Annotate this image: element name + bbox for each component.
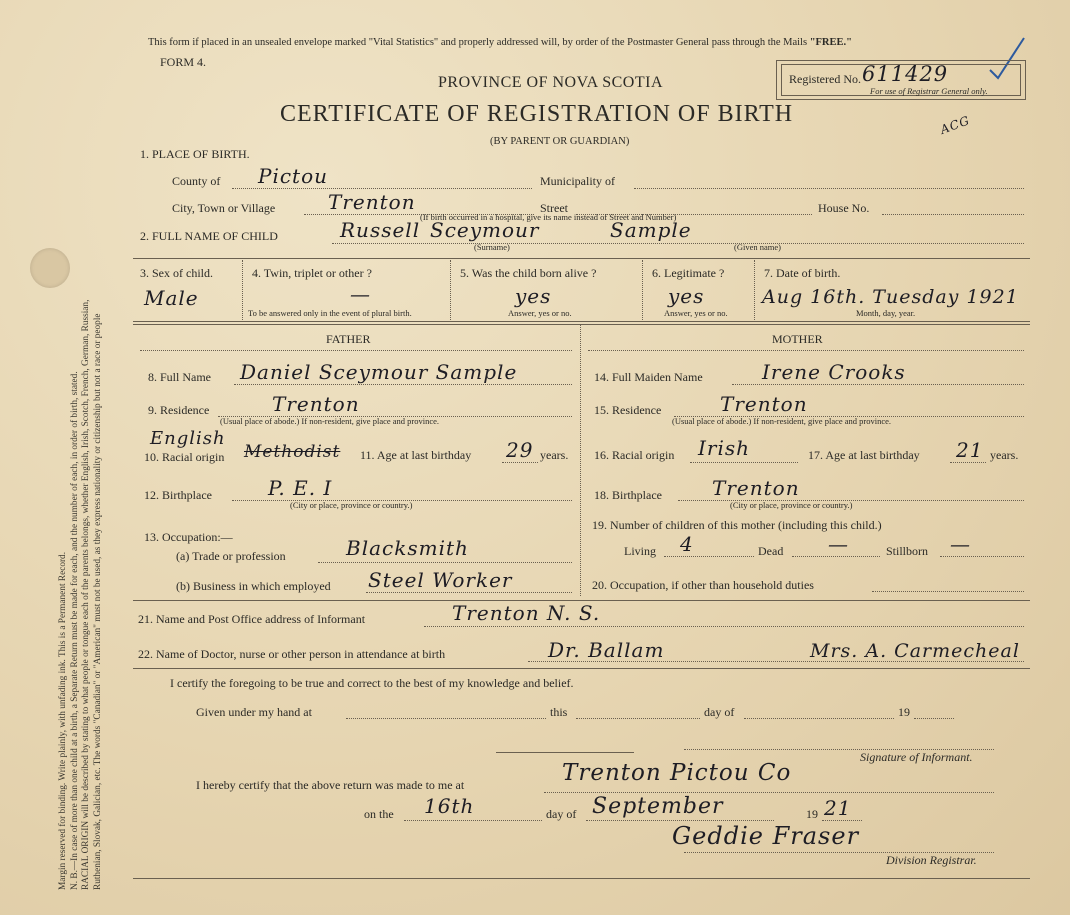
postal-note bbox=[148, 37, 852, 48]
form-bottom-rule bbox=[133, 878, 1030, 879]
father-racial-label: 10. Racial origin bbox=[144, 450, 225, 464]
province-heading: PROVINCE OF NOVA SCOTIA bbox=[438, 74, 664, 91]
mother-heading-rule bbox=[588, 350, 1024, 351]
father-racial-value: Methodist bbox=[244, 442, 341, 462]
parents-top-rule bbox=[133, 324, 1030, 325]
child-name-line bbox=[332, 243, 1024, 244]
certify-statement: I certify the foregoing to be true and correct to the best of my knowledge and belief. bbox=[170, 676, 574, 690]
father-trade-line bbox=[318, 562, 572, 563]
father-heading-rule bbox=[140, 350, 572, 351]
sex-label: 3. Sex of child. bbox=[140, 266, 213, 280]
mother-residence-label: 15. Residence bbox=[594, 403, 662, 417]
municipality-line bbox=[634, 188, 1024, 189]
mother-residence-value: Trenton bbox=[720, 392, 808, 416]
dead-label: Dead bbox=[758, 544, 784, 558]
postal-note-text: This form if placed in an unsealed envelope marked "Vital Statistics" and properly addressed will, by order of the Postmaster General pass through the Mails bbox=[148, 37, 808, 48]
mother-occupation-label: 20. Occupation, if other than household duties bbox=[592, 578, 814, 592]
mother-birthplace-value: Trenton bbox=[712, 476, 800, 500]
registered-label: Registered No. bbox=[789, 72, 861, 86]
child-surname: Sample bbox=[610, 218, 692, 242]
date-label: 7. Date of birth. bbox=[764, 266, 841, 280]
father-occupation-label: 13. Occupation:— bbox=[144, 530, 233, 544]
father-residence-value: Trenton bbox=[272, 392, 360, 416]
legitimate-note: Answer, yes or no. bbox=[664, 308, 728, 318]
father-trade-label: (a) Trade or profession bbox=[176, 549, 286, 563]
registrar-signature-label: Division Registrar. bbox=[886, 853, 977, 867]
nurse-value: Mrs. A. Carmecheal bbox=[810, 640, 1020, 662]
child-middle-name: Sceymour bbox=[430, 218, 540, 242]
county-value: Pictou bbox=[258, 164, 329, 188]
divider bbox=[450, 260, 451, 320]
legitimate-label: 6. Legitimate ? bbox=[652, 266, 725, 280]
municipality-label: Municipality of bbox=[540, 174, 615, 188]
child-name-label: 2. FULL NAME OF CHILD bbox=[140, 229, 278, 243]
margin-note-line: RACIAL ORIGIN will be described by stating to what people or tongue each of the parents belongs, whether English, Irish, Scotch, French, German, Russian, bbox=[81, 299, 91, 890]
living-line bbox=[664, 556, 754, 557]
given-name-note: (Given name) bbox=[734, 242, 781, 252]
place-of-birth-label: 1. PLACE OF BIRTH. bbox=[140, 147, 250, 161]
surname-note: (Surname) bbox=[474, 242, 510, 252]
certify-top-rule bbox=[133, 668, 1030, 669]
street-label: Street bbox=[540, 201, 568, 215]
city-label: City, Town or Village bbox=[172, 201, 276, 215]
county-label: County of bbox=[172, 174, 221, 188]
this-line bbox=[576, 718, 700, 719]
father-name-value: Daniel Sceymour Sample bbox=[240, 360, 518, 384]
children-label: 19. Number of children of this mother (including this child.) bbox=[592, 518, 882, 532]
registrar-place-line bbox=[544, 792, 994, 793]
mother-occupation-line bbox=[872, 591, 1024, 592]
father-birthplace-note: (City or place, province or country.) bbox=[290, 500, 413, 510]
postal-free: "FREE." bbox=[809, 37, 852, 48]
stillborn-line bbox=[940, 556, 1024, 557]
father-name-line bbox=[234, 384, 572, 385]
corner-mark: ACG bbox=[938, 113, 972, 137]
doctor-label: 22. Name of Doctor, nurse or other person in attendance at birth bbox=[138, 647, 446, 661]
mother-birthplace-note: (City or place, province or country.) bbox=[730, 500, 853, 510]
mother-age-unit: years. bbox=[990, 448, 1019, 462]
mother-age-value: 21 bbox=[956, 438, 984, 462]
month-line bbox=[744, 718, 894, 719]
mother-birthplace-label: 18. Birthplace bbox=[594, 488, 662, 502]
father-residence-note: (Usual place of abode.) If non-resident, give place and province. bbox=[220, 416, 440, 426]
mother-racial-line bbox=[690, 462, 798, 463]
sex-value: Male bbox=[144, 286, 199, 310]
city-value: Trenton bbox=[328, 190, 416, 214]
mother-heading: MOTHER bbox=[772, 332, 823, 346]
margin-note-line: Ruthenian, Slovak, Galician, etc. The words "Canadian" or "American" must not be used, as they express nationality or citizenship but not a race or people bbox=[92, 313, 103, 890]
doctor-value: Dr. Ballam bbox=[548, 638, 665, 662]
divider bbox=[242, 260, 243, 320]
form-number: FORM 4. bbox=[160, 55, 207, 69]
informant-value: Trenton N. S. bbox=[452, 601, 601, 625]
registrar-year-value: 21 bbox=[824, 796, 852, 820]
dead-value: — bbox=[828, 532, 849, 556]
father-residence-label: 9. Residence bbox=[148, 403, 210, 417]
mother-name-value: Irene Crooks bbox=[762, 360, 906, 384]
alive-note: Answer, yes or no. bbox=[508, 308, 572, 318]
father-heading: FATHER bbox=[326, 332, 371, 346]
margin-notes bbox=[58, 50, 128, 890]
house-label: House No. bbox=[818, 201, 870, 215]
registrar-day-value: 16th bbox=[424, 794, 475, 818]
divider bbox=[754, 260, 755, 320]
date-value: Aug 16th. Tuesday 1921 bbox=[762, 286, 1019, 308]
child-given-name: Russell bbox=[340, 218, 421, 242]
margin-note-line: N. B.—In case of more than one child at a birth, a Separate Return must be made for each, and the number of each, in order of birth, stated. bbox=[69, 371, 80, 890]
given-place-line bbox=[346, 718, 546, 719]
informant-line bbox=[424, 626, 1024, 627]
date-note: Month, day, year. bbox=[856, 308, 916, 318]
registrar-year-prefix: 19 bbox=[806, 807, 818, 821]
registered-number: 611429 bbox=[862, 62, 949, 86]
divider bbox=[642, 260, 643, 320]
on-the-label: on the bbox=[364, 807, 394, 821]
informant-signature-label: Signature of Informant. bbox=[860, 750, 973, 764]
stillborn-value: — bbox=[950, 532, 971, 556]
alive-label: 5. Was the child born alive ? bbox=[460, 266, 597, 280]
living-value: 4 bbox=[680, 532, 694, 556]
mother-racial-label: 16. Racial origin bbox=[594, 448, 675, 462]
father-age-label: 11. Age at last birthday bbox=[360, 448, 472, 462]
mother-residence-note: (Usual place of abode.) If non-resident, give place and province. bbox=[672, 416, 892, 426]
registrar-place-value: Trenton Pictou Co bbox=[562, 760, 792, 786]
legitimate-value: yes bbox=[668, 284, 705, 308]
registrar-statement: I hereby certify that the above return was made to me at bbox=[196, 778, 465, 792]
father-business-label: (b) Business in which employed bbox=[176, 579, 331, 593]
alive-value: yes bbox=[515, 284, 552, 308]
parents-divider bbox=[580, 324, 581, 596]
page-title: CERTIFICATE OF REGISTRATION OF BIRTH bbox=[280, 101, 794, 127]
registrar-month-value: September bbox=[592, 794, 724, 819]
mother-name-line bbox=[732, 384, 1024, 385]
mother-racial-value: Irish bbox=[698, 436, 751, 460]
twin-label: 4. Twin, triplet or other ? bbox=[252, 266, 372, 280]
father-birthplace-label: 12. Birthplace bbox=[144, 488, 212, 502]
twin-note: To be answered only in the event of plural birth. bbox=[248, 308, 412, 318]
father-trade-value: Blacksmith bbox=[346, 536, 469, 560]
margin-note-line: Margin reserved for binding. Write plainly, with unfading ink. This is a Permanent Record. bbox=[58, 551, 68, 890]
father-business-line bbox=[366, 592, 572, 593]
mother-name-label: 14. Full Maiden Name bbox=[594, 370, 703, 384]
registrar-note: For use of Registrar General only. bbox=[870, 86, 988, 96]
informant-label: 21. Name and Post Office address of Informant bbox=[138, 612, 366, 626]
given-label: Given under my hand at bbox=[196, 705, 312, 719]
day-line bbox=[404, 820, 542, 821]
father-age-unit: years. bbox=[540, 448, 569, 462]
registrar-year-line bbox=[822, 820, 862, 821]
this-label: this bbox=[550, 705, 568, 719]
living-label: Living bbox=[624, 544, 656, 558]
year-prefix: 19 bbox=[898, 705, 910, 719]
mother-age-label: 17. Age at last birthday bbox=[808, 448, 920, 462]
father-age-value: 29 bbox=[506, 438, 534, 462]
registrar-month-line bbox=[586, 820, 774, 821]
father-business-value: Steel Worker bbox=[368, 568, 513, 592]
short-rule bbox=[496, 752, 634, 753]
year-line bbox=[914, 718, 954, 719]
registrar-day-of-label: day of bbox=[546, 807, 577, 821]
twin-value: — bbox=[350, 282, 371, 306]
stillborn-label: Stillborn bbox=[886, 544, 929, 558]
father-name-label: 8. Full Name bbox=[148, 370, 211, 384]
father-age-line bbox=[502, 462, 538, 463]
hospital-note: (If birth occurred in a hospital, give its name instead of Street and Number) bbox=[420, 212, 677, 222]
house-line bbox=[882, 214, 1024, 215]
registrar-signature: Geddie Fraser bbox=[672, 822, 860, 850]
dead-line bbox=[792, 556, 880, 557]
page-subtitle: (BY PARENT OR GUARDIAN) bbox=[490, 136, 630, 147]
day-of-label: day of bbox=[704, 705, 735, 719]
county-line bbox=[232, 188, 532, 189]
father-birthplace-value: P. E. I bbox=[268, 476, 333, 500]
father-racial-correction: English bbox=[150, 428, 226, 449]
mother-age-line bbox=[950, 462, 986, 463]
